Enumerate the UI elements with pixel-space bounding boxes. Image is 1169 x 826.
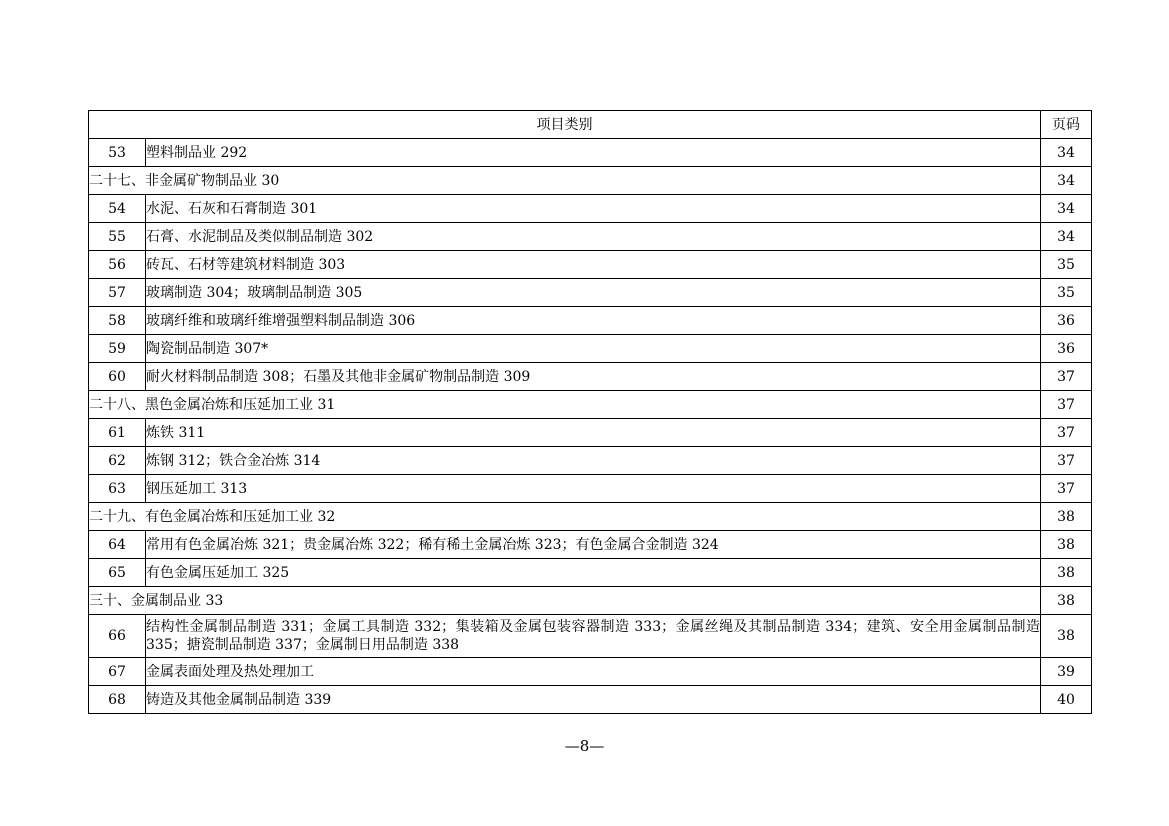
item-name: 钢压延加工 313 <box>146 475 1041 503</box>
section-row <box>89 587 1092 615</box>
page-cell: 38 <box>1041 559 1092 587</box>
section-row <box>89 391 1092 419</box>
page-cell: 39 <box>1041 658 1092 686</box>
section-title: 二十九、有色金属冶炼和压延加工业 32 <box>89 503 1041 531</box>
table-row <box>89 658 1092 686</box>
section-title: 二十七、非金属矿物制品业 30 <box>89 167 1041 195</box>
item-number: 64 <box>89 531 146 559</box>
item-number: 65 <box>89 559 146 587</box>
page-cell: 35 <box>1041 279 1092 307</box>
item-name: 铸造及其他金属制品制造 339 <box>146 686 1041 714</box>
item-number: 68 <box>89 686 146 714</box>
item-number: 55 <box>89 223 146 251</box>
page-cell: 36 <box>1041 335 1092 363</box>
table-row <box>89 615 1092 658</box>
item-name: 金属表面处理及热处理加工 <box>146 658 1041 686</box>
item-number: 58 <box>89 307 146 335</box>
page-cell: 38 <box>1041 615 1092 658</box>
table-row <box>89 335 1092 363</box>
category-header: 项目类别 <box>89 111 1041 139</box>
page-cell: 34 <box>1041 223 1092 251</box>
item-name: 石膏、水泥制品及类似制品制造 302 <box>146 223 1041 251</box>
table-row <box>89 686 1092 714</box>
table-row <box>89 307 1092 335</box>
item-number: 62 <box>89 447 146 475</box>
table-row <box>89 223 1092 251</box>
table-row <box>89 251 1092 279</box>
page-cell: 36 <box>1041 307 1092 335</box>
page-cell: 34 <box>1041 167 1092 195</box>
table-row <box>89 139 1092 167</box>
table-row <box>89 279 1092 307</box>
item-number: 56 <box>89 251 146 279</box>
page-cell: 40 <box>1041 686 1092 714</box>
page-cell: 38 <box>1041 503 1092 531</box>
page-header: 页码 <box>1041 111 1092 139</box>
page-cell: 37 <box>1041 419 1092 447</box>
item-number: 54 <box>89 195 146 223</box>
item-name: 结构性金属制品制造 331；金属工具制造 332；集装箱及金属包装容器制造 333；金属丝绳及其制品制造 334；建筑、安全用金属制品制造 335；搪瓷制品制造 337；金属制日用品制造 338 <box>146 615 1041 658</box>
item-name: 玻璃纤维和玻璃纤维增强塑料制品制造 306 <box>146 307 1041 335</box>
page-cell: 37 <box>1041 475 1092 503</box>
page-cell: 34 <box>1041 139 1092 167</box>
table-row <box>89 559 1092 587</box>
item-name: 常用有色金属冶炼 321；贵金属冶炼 322；稀有稀土金属冶炼 323；有色金属合金制造 324 <box>146 531 1041 559</box>
item-name: 耐火材料制品制造 308；石墨及其他非金属矿物制品制造 309 <box>146 363 1041 391</box>
table-row <box>89 531 1092 559</box>
item-name: 炼铁 311 <box>146 419 1041 447</box>
item-number: 61 <box>89 419 146 447</box>
table-row <box>89 419 1092 447</box>
item-number: 67 <box>89 658 146 686</box>
table-row <box>89 447 1092 475</box>
page-number: —8— <box>564 737 605 755</box>
page-cell: 37 <box>1041 363 1092 391</box>
section-row <box>89 167 1092 195</box>
item-name: 炼钢 312；铁合金冶炼 314 <box>146 447 1041 475</box>
page-cell: 38 <box>1041 531 1092 559</box>
item-name: 水泥、石灰和石膏制造 301 <box>146 195 1041 223</box>
item-number: 63 <box>89 475 146 503</box>
item-number: 60 <box>89 363 146 391</box>
item-name: 砖瓦、石材等建筑材料制造 303 <box>146 251 1041 279</box>
item-name: 有色金属压延加工 325 <box>146 559 1041 587</box>
table-row <box>89 195 1092 223</box>
table-row <box>89 363 1092 391</box>
item-name: 玻璃制造 304；玻璃制品制造 305 <box>146 279 1041 307</box>
page-cell: 35 <box>1041 251 1092 279</box>
item-name: 陶瓷制品制造 307* <box>146 335 1041 363</box>
catalog-table <box>88 110 1092 714</box>
page-cell: 38 <box>1041 587 1092 615</box>
item-number: 66 <box>89 615 146 658</box>
page-cell: 37 <box>1041 391 1092 419</box>
page-cell: 37 <box>1041 447 1092 475</box>
section-title: 二十八、黑色金属冶炼和压延加工业 31 <box>89 391 1041 419</box>
item-number: 59 <box>89 335 146 363</box>
page-cell: 34 <box>1041 195 1092 223</box>
table-header-row <box>89 111 1092 139</box>
table-row <box>89 475 1092 503</box>
section-title: 三十、金属制品业 33 <box>89 587 1041 615</box>
item-number: 53 <box>89 139 146 167</box>
table-body <box>89 139 1092 714</box>
item-name: 塑料制品业 292 <box>146 139 1041 167</box>
section-row <box>89 503 1092 531</box>
item-number: 57 <box>89 279 146 307</box>
